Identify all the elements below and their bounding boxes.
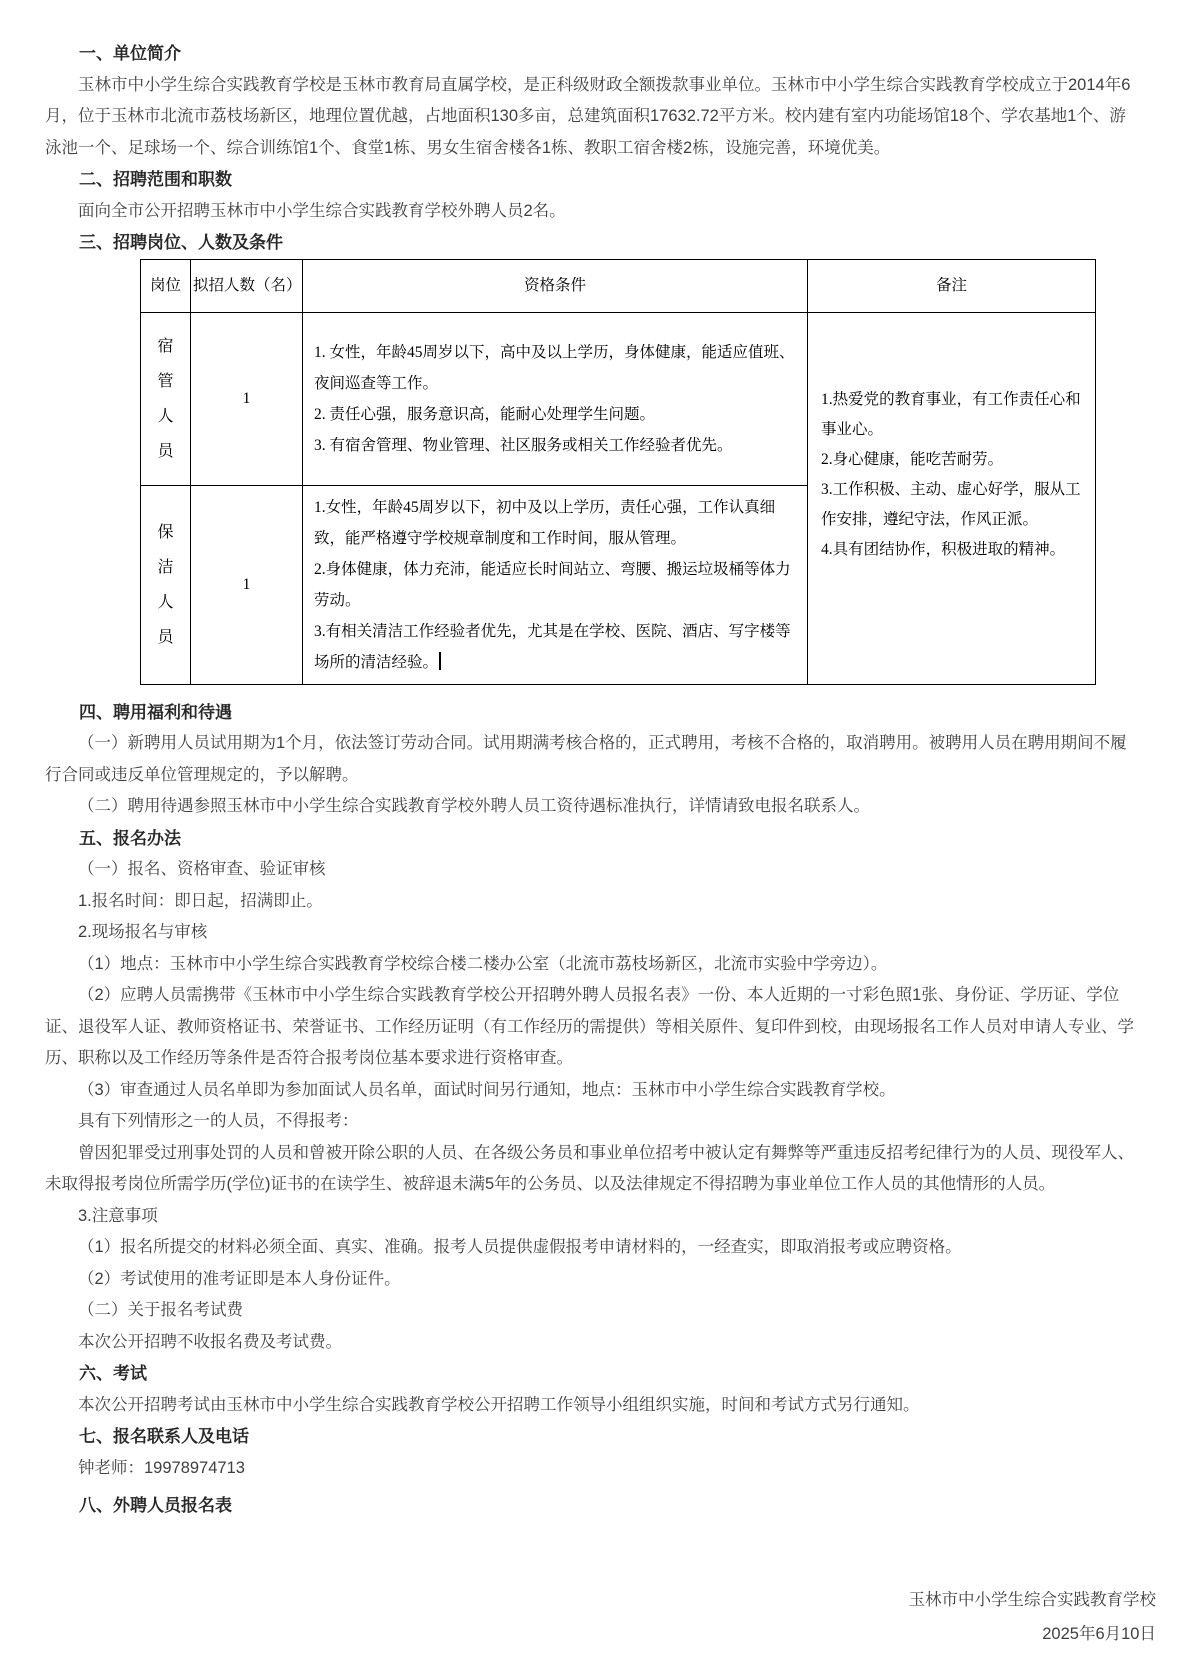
welfare-paragraph-1: （一）新聘用人员试用期为1个月，依法签订劳动合同。试用期满考核合格的，正式聘用，考核不合格的，取消聘用。被聘用人员在聘用期间不履行合同或违反单位管理规定的，予以解聘。 — [45, 734, 1127, 784]
exam-paragraph: 本次公开招聘考试由玉林市中小学生综合实践教育学校公开招聘工作领导小组组织实施，时间和考试方式另行通知。 — [78, 1395, 920, 1414]
column-header-qualifications: 资格条件 — [303, 259, 808, 312]
apply-paragraph: 具有下列情形之一的人员，不得报考： — [78, 1112, 359, 1130]
text-cursor — [439, 652, 441, 670]
apply-paragraph: （2）考试使用的准考证即是本人身份证件。 — [78, 1269, 401, 1288]
signature-org: 玉林市中小学生综合实践教育学校 — [908, 1591, 1156, 1609]
section-heading-apply: 五、报名办法 — [79, 828, 181, 848]
welfare-paragraph-2: （二）聘用待遇参照玉林市中小学生综合实践教育学校外聘人员工资待遇标准执行，详情请致电报名联系人。 — [78, 797, 870, 815]
scope-paragraph: 面向全市公开招聘玉林市中小学生综合实践教育学校外聘人员2名。 — [78, 201, 566, 220]
section-heading-unit-intro: 一、单位简介 — [79, 44, 181, 63]
requirement-item: 3.有相关清洁工作经验者优先，尤其是在学校、医院、酒店、写字楼等场所的清洁经验。 — [314, 622, 791, 671]
requirement-item: 1. 女性，年龄45周岁以下，高中及以上学历，身体健康，能适应值班、夜间巡查等工作。 — [314, 343, 795, 392]
remarks-cell — [808, 312, 1096, 684]
post-name: 宿管人员 — [141, 312, 191, 485]
post-requirements — [303, 312, 808, 485]
requirement-item: 2.身体健康，体力充沛，能适应长时间站立、弯腰、搬运垃圾桶等体力劳动。 — [314, 560, 791, 609]
column-header-post: 岗位 — [141, 259, 191, 312]
apply-paragraph: 本次公开招聘不收报名费及考试费。 — [78, 1332, 342, 1351]
remark-item: 4.具有团结协作，积极进取的精神。 — [821, 541, 1066, 558]
apply-paragraph: （3）审查通过人员名单即为参加面试人员名单，面试时间另行通知，地点：玉林市中小学生综合实践教育学校。 — [78, 1080, 896, 1099]
post-count: 1 — [191, 485, 303, 684]
remark-item: 3.工作积极、主动、虚心好学，服从工作安排，遵纪守法，作风正派。 — [821, 481, 1081, 528]
section-heading-positions: 三、招聘岗位、人数及条件 — [79, 233, 283, 252]
unit-intro-paragraph: 玉林市中小学生综合实践教育学校是玉林市教育局直属学校，是正科级财政全额拨款事业单位。玉林市中小学生综合实践教育学校成立于2014年6月，位于玉林市北流市荔枝场新区，地理位置优越，占地面积130多亩，总建筑面积17632.72平方米。校内建有室内功能场馆18个、学农基地1个、游泳池一个、足球场一个、综合训练馆1个、食堂1栋、男女生宿舍楼各1栋、教职工宿舍楼2栋，设施完善，环境优美。 — [45, 75, 1131, 157]
table-row-dorm-manager — [141, 312, 1096, 485]
column-header-count: 拟招人数（名） — [191, 259, 303, 312]
post-count: 1 — [191, 312, 303, 485]
signature-date: 2025年6月10日 — [1042, 1625, 1156, 1643]
remark-item: 2.身心健康，能吃苦耐劳。 — [821, 451, 1004, 468]
section-heading-scope: 二、招聘范围和职数 — [79, 170, 232, 189]
apply-paragraph: （二）关于报名考试费 — [78, 1301, 243, 1319]
apply-paragraph: 曾因犯罪受过刑事处罚的人员和曾被开除公职的人员、在各级公务员和事业单位招考中被认定有舞弊等严重违反招考纪律行为的人员、现役军人、未取得报考岗位所需学历(学位)证书的在读学生、被辞退未满5年的公务员、以及法律规定不得招聘为事业单位工作人员的其他情形的人员。 — [45, 1143, 1134, 1193]
section-heading-exam: 六、考试 — [79, 1364, 147, 1383]
contact-paragraph: 钟老师：19978974713 — [78, 1458, 245, 1477]
apply-paragraph: 1.报名时间：即日起，招满即止。 — [78, 891, 323, 910]
section-heading-welfare: 四、聘用福利和待遇 — [79, 702, 232, 722]
requirement-item: 1.女性，年龄45周岁以下，初中及以上学历，责任心强，工作认真细致，能严格遵守学校规章制度和工作时间，服从管理。 — [314, 498, 776, 547]
column-header-remarks: 备注 — [808, 259, 1096, 312]
requirement-item: 2. 责任心强，服务意识高，能耐心处理学生问题。 — [314, 405, 656, 423]
apply-subheading-1: （一）报名、资格审查、验证审核 — [78, 860, 326, 878]
requirement-item: 3. 有宿舍管理、物业管理、社区服务或相关工作经验者优先。 — [314, 436, 733, 454]
table-header-row — [141, 259, 1096, 312]
section-heading-contact: 七、报名联系人及电话 — [79, 1427, 249, 1446]
signature-block — [909, 1583, 1157, 1651]
positions-table — [140, 259, 1096, 685]
apply-paragraph: 2.现场报名与审核 — [78, 923, 208, 941]
apply-paragraph: （2）应聘人员需携带《玉林市中小学生综合实践教育学校公开招聘外聘人员报名表》一份、本人近期的一寸彩色照1张、身份证、学历证、学位证、退役军人证、教师资格证书、荣誉证书、工作经历证明（有工作经历的需提供）等相关原件、复印件到校，由现场报名工作人员对申请人专业、学历、职称以及工作经历等条件是否符合报考岗位基本要求进行资格审查。 — [45, 986, 1134, 1067]
apply-paragraph: （1）报名所提交的材料必须全面、真实、准确。报考人员提供虚假报考申请材料的，一经查实，即取消报考或应聘资格。 — [78, 1238, 962, 1256]
post-requirements — [303, 485, 808, 684]
remark-item: 1.热爱党的教育事业，有工作责任心和事业心。 — [821, 391, 1081, 438]
apply-paragraph: （1）地点：玉林市中小学生综合实践教育学校综合楼二楼办公室（北流市荔枝场新区，北流市实验中学旁边）。 — [78, 954, 888, 973]
section-heading-form: 八、外聘人员报名表 — [79, 1496, 232, 1515]
post-name: 保洁人员 — [141, 485, 191, 684]
apply-paragraph: 3.注意事项 — [78, 1206, 158, 1225]
